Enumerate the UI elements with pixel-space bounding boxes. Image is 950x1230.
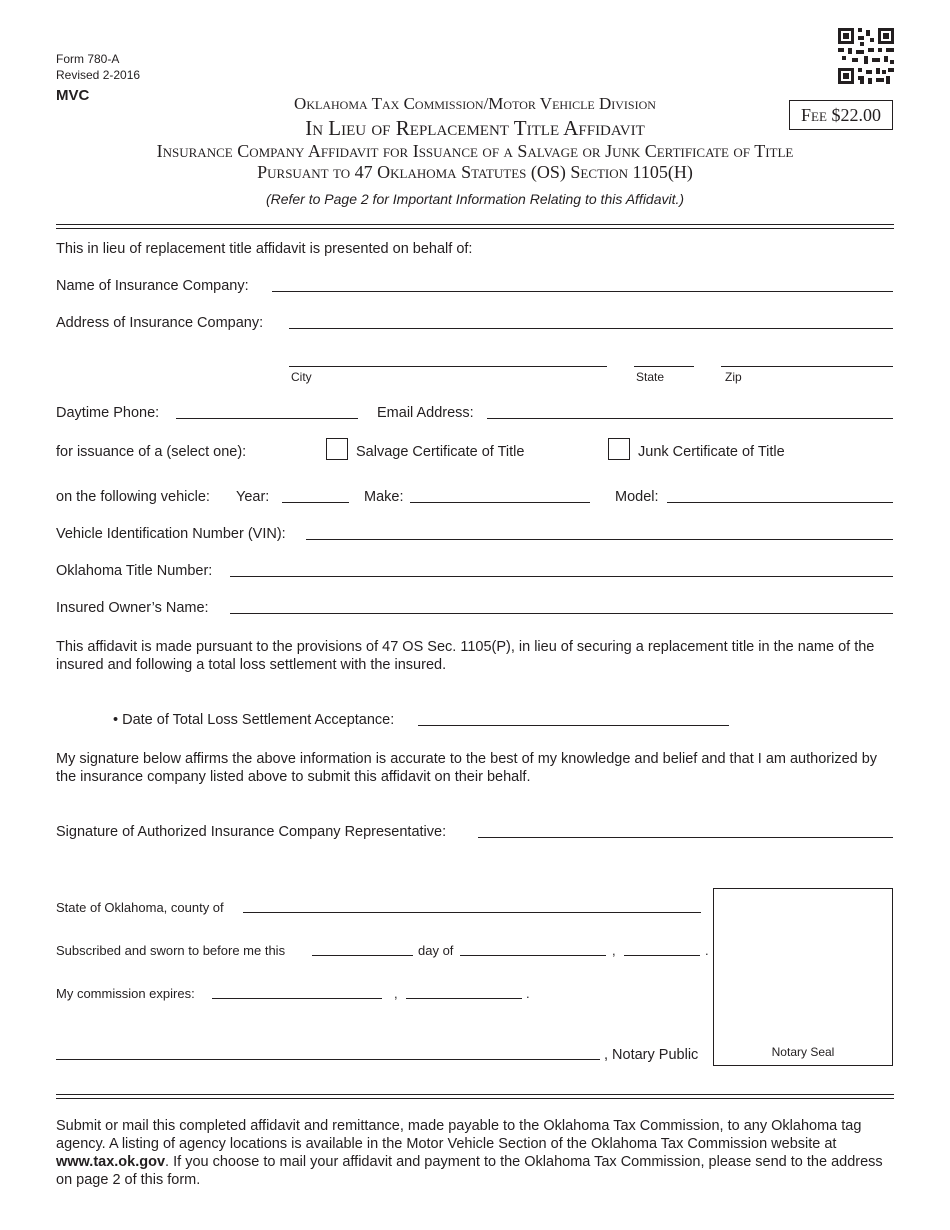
revised-date: Revised 2-2016 (56, 68, 141, 82)
city-label: City (291, 370, 312, 384)
settlement-date-field[interactable] (418, 725, 729, 726)
model-field[interactable] (667, 502, 893, 503)
county-label: State of Oklahoma, county of (56, 900, 224, 915)
day-of-label: day of (418, 943, 454, 958)
fee-text: Fee $22.00 (801, 105, 881, 125)
subtitle-line1: Insurance Company Affidavit for Issuance of a Salvage or Junk Certificate of Title (156, 141, 794, 161)
email-label: Email Address: (377, 405, 474, 421)
division-code: MVC (56, 87, 90, 104)
signature-field[interactable] (478, 837, 893, 838)
sworn-day-field[interactable] (312, 955, 413, 956)
make-field[interactable] (410, 502, 590, 503)
junk-checkbox[interactable] (608, 438, 630, 460)
notary-signature-field[interactable] (56, 1059, 600, 1060)
sworn-year-field[interactable] (624, 955, 700, 956)
state-label: State (636, 370, 665, 384)
company-name-label: Name of Insurance Company: (56, 278, 249, 294)
commission-year-field[interactable] (406, 998, 522, 999)
submission-instructions (56, 1117, 896, 1189)
qr-code-icon (838, 28, 894, 84)
vin-label: Vehicle Identification Number (VIN): (56, 526, 286, 542)
signature-label: Signature of Authorized Insurance Company Representative: (56, 824, 447, 840)
sworn-comma: , (612, 943, 616, 958)
zip-field[interactable] (721, 366, 893, 367)
email-field[interactable] (487, 418, 893, 419)
company-name-field[interactable] (272, 291, 893, 292)
notary-public-label: , Notary Public (604, 1047, 699, 1063)
subtitle-line2: Pursuant to 47 Oklahoma Statutes (OS) Section 1105(H) (257, 162, 693, 182)
zip-label: Zip (725, 370, 742, 384)
salvage-option-label: Salvage Certificate of Title (356, 444, 525, 460)
page-title: In Lieu of Replacement Title Affidavit (305, 116, 645, 140)
year-label: Year: (236, 489, 270, 505)
model-label: Model: (615, 489, 659, 505)
notary-seal-label: Notary Seal (771, 1045, 835, 1059)
website-link[interactable]: www.tax.ok.gov (56, 1154, 166, 1170)
form-number: Form 780-A (56, 52, 120, 66)
owner-name-field[interactable] (230, 613, 893, 614)
vehicle-label: on the following vehicle: (56, 489, 210, 505)
sworn-period: . (705, 943, 709, 958)
instructions-text: Submit or mail this completed affidavit and remittance, made payable to the Oklahoma Tax Commission, to any Oklahoma tag agency. A listing of agency locations is available in the Motor Vehicle Section of the Oklahoma Tax Commission website at (56, 1118, 862, 1152)
sworn-label: Subscribed and sworn to before me this (56, 943, 286, 958)
affirmation-paragraph: My signature below affirms the above information is accurate to the best of my knowledge and belief and that I am authorized by the insurance company listed above to submit this affidavit on their behalf. (56, 751, 878, 785)
phone-label: Daytime Phone: (56, 405, 160, 421)
commission-expires-label: My commission expires: (56, 986, 195, 1001)
phone-field[interactable] (176, 418, 358, 419)
owner-name-label: Insured Owner’s Name: (56, 600, 209, 616)
company-address-field[interactable] (289, 328, 893, 329)
settlement-date-label: • Date of Total Loss Settlement Acceptance: (113, 712, 395, 728)
page-reference-note: (Refer to Page 2 for Important Information Relating to this Affidavit.) (265, 191, 685, 207)
salvage-checkbox[interactable] (326, 438, 348, 460)
notary-seal-box (713, 888, 893, 1066)
city-field[interactable] (289, 366, 607, 367)
title-number-field[interactable] (230, 576, 893, 577)
make-label: Make: (364, 489, 404, 505)
county-field[interactable] (243, 912, 701, 913)
commission-date-field[interactable] (212, 998, 382, 999)
state-field[interactable] (634, 366, 694, 367)
junk-option-label: Junk Certificate of Title (638, 444, 785, 460)
sworn-month-field[interactable] (460, 955, 606, 956)
divider (56, 228, 894, 229)
instructions-text: . If you choose to mail your affidavit and payment to the Oklahoma Tax Commission, please send to the address on page 2 of this form. (56, 1154, 883, 1188)
vin-field[interactable] (306, 539, 893, 540)
title-number-label: Oklahoma Title Number: (56, 563, 213, 579)
divider (56, 224, 894, 225)
company-address-label: Address of Insurance Company: (56, 315, 264, 331)
pursuant-paragraph: This affidavit is made pursuant to the provisions of 47 OS Sec. 1105(P), in lieu of securing a replacement title in the name of the insured and following a total loss settlement with the insured. (56, 639, 875, 673)
divider (56, 1098, 894, 1099)
issuance-label: for issuance of a (select one): (56, 444, 247, 460)
commission-comma: , (394, 986, 398, 1001)
commission-period: . (526, 986, 530, 1001)
divider (56, 1094, 894, 1095)
agency-name: Oklahoma Tax Commission/Motor Vehicle Division (294, 94, 656, 113)
intro-text: This in lieu of replacement title affidavit is presented on behalf of: (56, 241, 473, 257)
year-field[interactable] (282, 502, 349, 503)
